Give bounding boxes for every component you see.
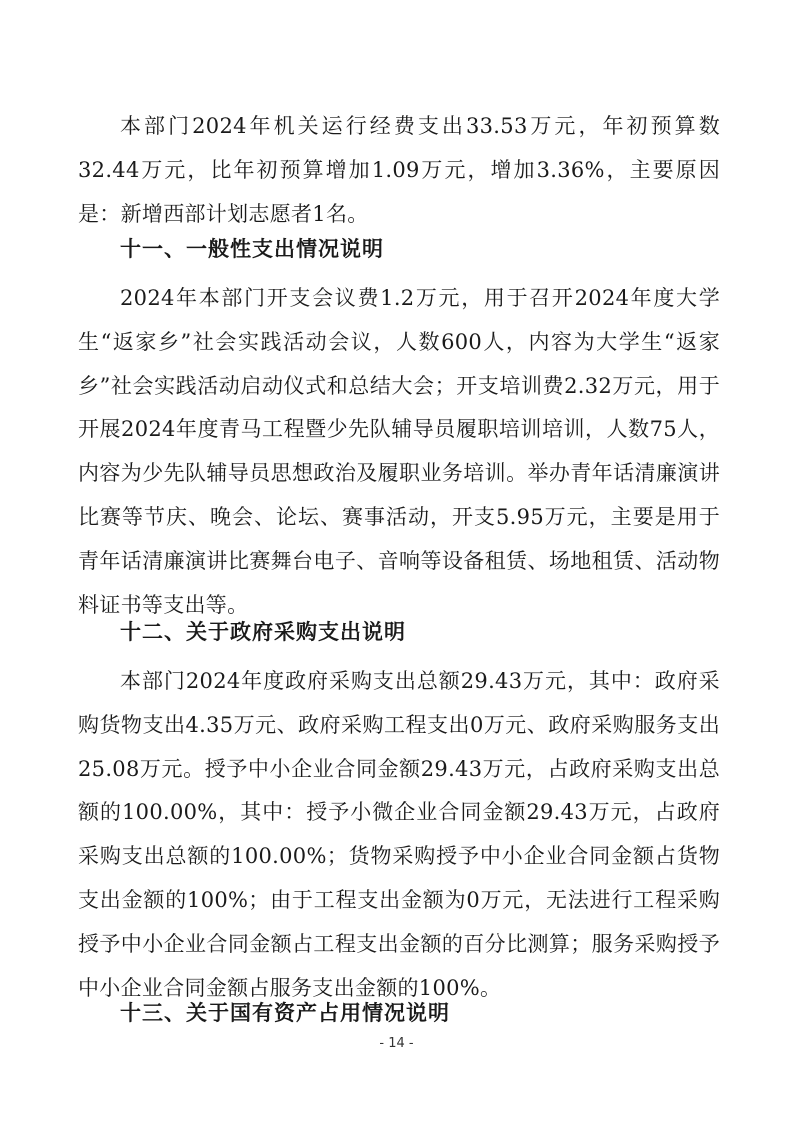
paragraph-government-procurement: 本部门2024年度政府采购支出总额29.43万元，其中：政府采购货物支出4.35万元、政府采购工程支出0万元、政府采购服务支出25.08万元。授予中小企业合同金额29.43万元，占政府采购支出总额的100.00%，其中：授予小微企业合同金额29.43万元，占政府采购支出总额的100.00%；货物采购授予中小企业合同金额占货物支出金额的100%；由于工程支出金额为0万元，无法进行工程采购授予中小企业合同金额占工程支出金额的百分比测算；服务采购授予中小企业合同金额占服务支出金额的100%。	[78, 669, 720, 1000]
heading-state-assets: 十三、关于国有资产占用情况说明	[120, 1001, 450, 1025]
heading-government-procurement: 十二、关于政府采购支出说明	[120, 620, 406, 644]
paragraph-operating-expenses: 本部门2024年机关运行经费支出33.53万元，年初预算数32.44万元，比年初预算增加1.09万元，增加3.36%，主要原因是：新增西部计划志愿者1名。	[78, 114, 720, 226]
page-number: - 14 -	[379, 1036, 414, 1051]
paragraph-general-expenditure: 2024年本部门开支会议费1.2万元，用于召开2024年度大学生“返家乡”社会实践活动会议，人数600人，内容为大学生“返家乡”社会实践活动启动仪式和总结大会；开支培训费2.32万元，用于开展2024年度青马工程暨少先队辅导员履职培训培训，人数75人，内容为少先队辅导员思想政治及履职业务培训。举办青年话清廉演讲比赛等节庆、晚会、论坛、赛事活动，开支5.95万元，主要是用于青年话清廉演讲比赛舞台电子、音响等设备租赁、场地租赁、活动物料证书等支出等。	[78, 286, 720, 617]
heading-general-expenditure: 十一、一般性支出情况说明	[120, 237, 384, 261]
